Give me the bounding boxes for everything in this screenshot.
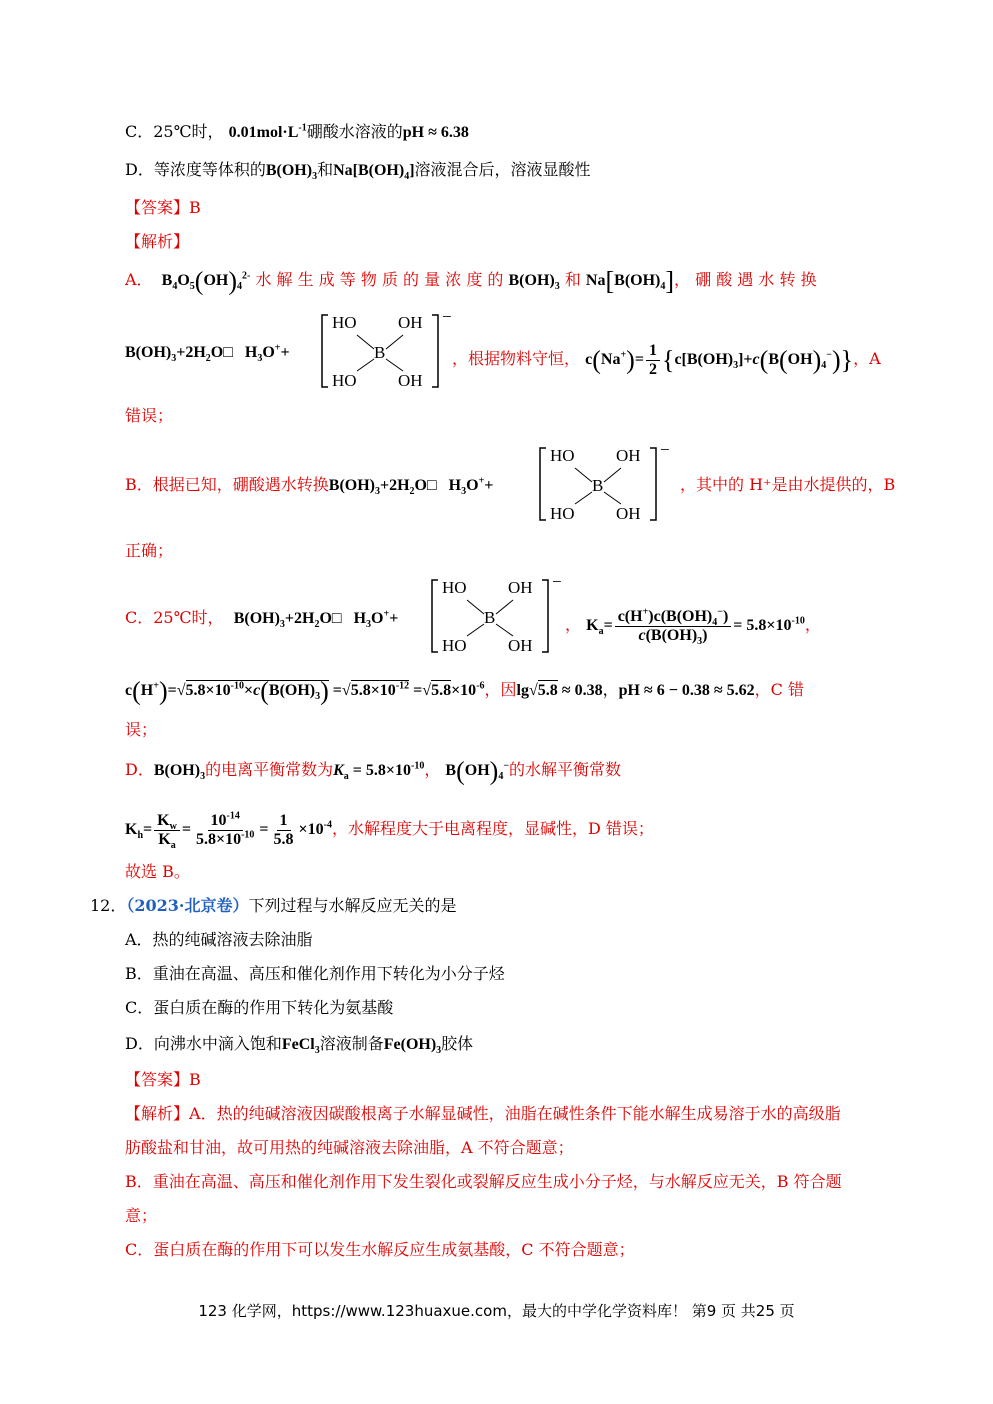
h-concentration-calc: $c(H^+)=√5.8\times 10^{-10}\times c(B(OH)_3) =√5.8\times 10^{-12} =√5.8\times 10^{-6}$ <box>125 676 485 706</box>
q12-option-c: C．蛋白质在酶的作用下转化为氨基酸 <box>125 998 394 1017</box>
q11-analysis-c-line2: $c(H^+)=√5.8\times 10^{-10}\times c(B(OH)_3) =√5.8\times 10^{-12} =√5.8\times 10^{-6}$，因lg√5.8 ≈ 0.38，pH ≈ 6 − 0.38 ≈ 5.62，C 错 <box>125 676 804 706</box>
q11-analysis-a-line1: A． $B_4O_5(OH)_4^{2-}$ 水 解 生 成 等 物 质 的 量 浓 度 的 $B(OH)_3$ 和 $Na[B(OH)_4]$， 硼 酸 遇 水 转 换 <box>125 266 817 296</box>
q12-analysis-b2: 意； <box>125 1206 158 1225</box>
concentration: $0.01mol\cdot L^{-1}$ <box>228 122 307 141</box>
q11-analysis-a-wrong: 错误； <box>125 406 174 425</box>
tetraborate-formula: $B_4O_5(OH)_4^{2-}$ <box>157 266 251 296</box>
boron-structure-3: HO OH B HO OH − <box>430 578 548 648</box>
q12-analysis-b1: B．重油在高温、高压和催化剂作用下发生裂化或裂解反应生成小分子烃，与水解反应无关，B 符合题 <box>125 1172 842 1191</box>
boron-structure-1: HO OH B HO OH − <box>320 313 438 383</box>
q11-conclusion: 故选 B。 <box>125 862 190 881</box>
q11-option-d: D．等浓度等体积的$B(OH)_3$和$Na[B(OH)_4]$溶液混合后，溶液显酸性 <box>125 160 591 183</box>
q12-option-d: D．向沸水中滴入饱和FeCl$_3$溶液制备$Fe(OH)_3$胶体 <box>125 1034 474 1057</box>
q11-analysis-a-line2b: ，根据物料守恒， c(Na+)= $\frac{1}{2}$ $\{c[B(OH)_3]+c(B(OH)_4^-)\}$，A <box>452 342 881 378</box>
q12-analysis-a1: 【解析】A．热的纯碱溶液因碳酸根离子水解显碱性，油脂在碱性条件下能水解生成易溶于水的高级脂 <box>125 1104 841 1123</box>
q11-analysis-c-wrong: 误； <box>125 720 158 739</box>
q11-analysis-b: B．根据已知，硼酸遇水转换$B(OH)_3+2H_2O□$ $H_3O^++$ <box>125 475 494 498</box>
q11-analysis-b-cont: ，其中的 H⁺是由水提供的，B <box>680 475 896 494</box>
q11-analysis-label: 【解析】 <box>125 232 190 251</box>
boron-structure-2: HO OH B HO OH − <box>538 446 656 516</box>
q11-option-c: C．25℃时， $0.01mol\cdot L^{-1}$硼酸水溶液的pH ≈ 6.38 <box>125 122 469 141</box>
q12-stem: 12．（2023·北京卷）下列过程与水解反应无关的是 <box>90 896 457 915</box>
q12-analysis-c: C．蛋白质在酶的作用下可以发生水解反应生成氨基酸，C 不符合题意； <box>125 1240 635 1259</box>
q12-analysis-a2: 肪酸盐和甘油，故可用热的纯碱溶液去除油脂，A 不符合题意； <box>125 1138 574 1157</box>
q11-analysis-d-line2: $K_h=$ $\frac{K_w}{K_a}$ = $\frac{10^{-14}}{5.8\times 10^{-10}}$ = $\frac{1}{5.8}$ $\times 10^{-4}$，水解程度大于电离程度，显碱性，D 错误； <box>125 810 654 852</box>
q11-analysis-d: D．$B(OH)_3$的电离平衡常数为$K_a = 5.8\times 10^{-10}$， $B(OH)_4^-$的水解平衡常数 <box>125 756 622 786</box>
q11-analysis-c-ka: ， $K_a=$ $\frac{c(H^+)c(B(OH)_4^-)}{c(B(OH)_3)}$ = $5.8\times 10^{-10}$， <box>565 606 821 648</box>
q11-analysis-a-line2 <box>125 342 290 363</box>
q11-analysis-c: C．25℃时， $B(OH)_3+2H_2O□$ $H_3O^++$ <box>125 608 399 631</box>
page-footer: 123 化学网，https://www.123huaxue.com，最大的中学化学资料库！ 第9 页 共25 页 <box>198 1302 795 1320</box>
q11-answer: 【答案】B <box>125 198 201 217</box>
mass-balance-equation: c(Na+)= $\frac{1}{2}$ $\{c[B(OH)_3]+c(B(OH)_4^-)\}$ <box>585 342 854 378</box>
boric-acid-equation: $B(OH)_3+2H_2O□$ $H_3O^++$ <box>125 342 290 365</box>
q11-analysis-b-right: 正确； <box>125 541 174 560</box>
kh-calc: $K_h=$ $\frac{K_w}{K_a}$ = $\frac{10^{-14}}{5.8\times 10^{-10}}$ = $\frac{1}{5.8}$ $\times 10^{-4}$ <box>125 810 333 852</box>
q12-option-a: A．热的纯碱溶液去除油脂 <box>125 930 313 949</box>
q12-answer: 【答案】B <box>125 1070 201 1089</box>
q12-option-b: B．重油在高温、高压和催化剂作用下转化为小分子烃 <box>125 964 505 983</box>
